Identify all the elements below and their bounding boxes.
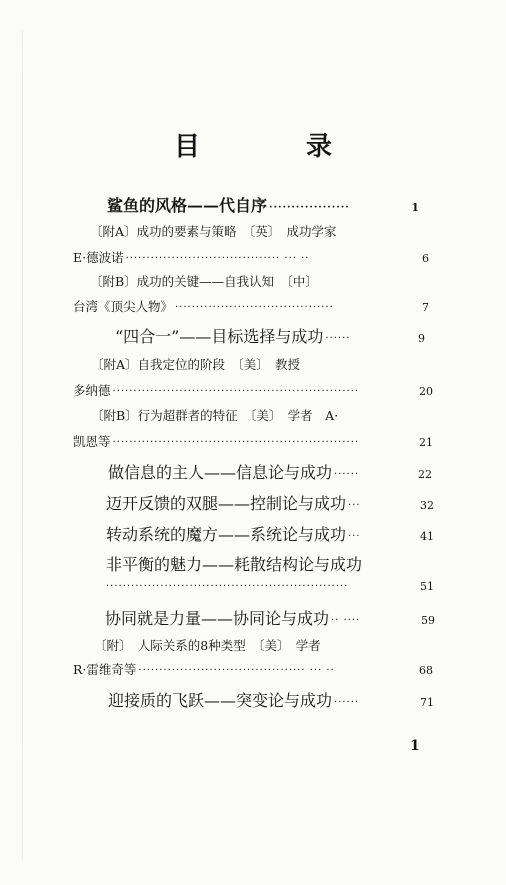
toc-entry bbox=[73, 381, 433, 399]
toc-page-number: 59 bbox=[421, 614, 435, 627]
toc-entry bbox=[73, 432, 433, 450]
toc-page-number: 32 bbox=[420, 499, 434, 512]
toc-leader: ····································· ··· ·· bbox=[125, 253, 310, 264]
toc-entry bbox=[106, 552, 426, 575]
toc-entry-title: 台湾《顶尖人物》 bbox=[73, 299, 174, 314]
toc-entry bbox=[115, 324, 425, 347]
toc-page-number: 22 bbox=[418, 468, 432, 481]
toc-entry-title: 做信息的主人——信息论与成功 bbox=[108, 463, 333, 482]
page-title: 目 录 bbox=[173, 132, 372, 162]
toc-entry-title: 多纳德 bbox=[73, 383, 111, 398]
toc-entry-title: E·德波诺 bbox=[73, 250, 124, 265]
toc-entry bbox=[91, 355, 421, 373]
toc-entry bbox=[106, 491, 434, 514]
toc-leader: ······ bbox=[334, 697, 360, 708]
toc-entry bbox=[90, 272, 420, 290]
toc-page-number: 41 bbox=[420, 530, 434, 543]
toc-entry-title: 迎接质的飞跃——突变论与成功 bbox=[108, 691, 333, 710]
toc-leader: ··· bbox=[348, 500, 361, 511]
toc-entry bbox=[73, 297, 429, 315]
toc-leader: ······································ bbox=[175, 302, 334, 313]
toc-entry-title: 〔附〕 人际关系的8种类型 〔美〕 学者 bbox=[94, 638, 321, 653]
toc-entry-title: 〔附B〕行为超群者的特征 〔美〕 学者 A· bbox=[91, 408, 339, 423]
toc-entry bbox=[90, 222, 420, 240]
toc-entry-title: 协同就是力量——协同论与成功 bbox=[105, 609, 330, 628]
toc-page-number: 71 bbox=[420, 696, 434, 709]
toc-entry-title: 〔附B〕成功的关键——自我认知 〔中〕 bbox=[90, 274, 318, 289]
toc-entry-title: 鲨鱼的风格——代自序 bbox=[107, 196, 268, 215]
toc-leader: ······ bbox=[334, 469, 360, 480]
toc-entry-title: 迈开反馈的双腿——控制论与成功 bbox=[106, 494, 347, 513]
toc-entry-title: 非平衡的魅力——耗散结构论与成功 bbox=[106, 555, 363, 574]
toc-entry bbox=[108, 460, 432, 483]
toc-page-number: 21 bbox=[419, 436, 433, 449]
toc-entry-title: 转动系统的魔方——系统论与成功 bbox=[106, 525, 347, 544]
toc-entry bbox=[94, 636, 414, 654]
toc-entry-title: 〔附A〕成功的要素与策略 〔英〕 成功学家 bbox=[90, 224, 337, 239]
toc-entry bbox=[73, 660, 433, 678]
toc-page-number: 20 bbox=[419, 385, 433, 398]
toc-entry bbox=[73, 248, 429, 266]
toc-page-number: 1 bbox=[411, 201, 419, 214]
toc-leader: ······ bbox=[325, 333, 351, 344]
toc-entry bbox=[107, 193, 419, 216]
toc-entry-title: 凯恩等 bbox=[73, 434, 111, 449]
toc-page-number: 7 bbox=[422, 301, 429, 314]
toc-leader: ········································ ··· ·· bbox=[138, 665, 335, 676]
toc-entry-title: “四合一”——目标选择与成功 bbox=[115, 327, 324, 346]
toc-entry bbox=[105, 606, 435, 629]
toc-entry bbox=[104, 580, 434, 593]
page-number: 1 bbox=[410, 738, 420, 754]
toc-leader: ··························································· bbox=[112, 386, 360, 397]
toc-entry bbox=[108, 688, 434, 711]
toc-page-number: 51 bbox=[420, 580, 434, 593]
toc-leader: ·· ···· bbox=[331, 615, 361, 626]
toc-page-number: 6 bbox=[422, 252, 429, 265]
toc-page-number: 68 bbox=[419, 664, 433, 677]
toc-leader: ··· bbox=[348, 531, 361, 542]
toc-entry bbox=[91, 406, 431, 424]
toc-leader: ·························································· bbox=[106, 581, 349, 592]
toc-page-number: 9 bbox=[418, 332, 425, 345]
toc-leader: ··························································· bbox=[112, 437, 360, 448]
toc-entry-title: R·雷维奇等 bbox=[73, 662, 137, 677]
toc-entry bbox=[106, 522, 434, 545]
toc-leader: ·················· bbox=[269, 202, 350, 213]
toc-entry-title: 〔附A〕自我定位的阶段 〔美〕 教授 bbox=[91, 357, 301, 372]
